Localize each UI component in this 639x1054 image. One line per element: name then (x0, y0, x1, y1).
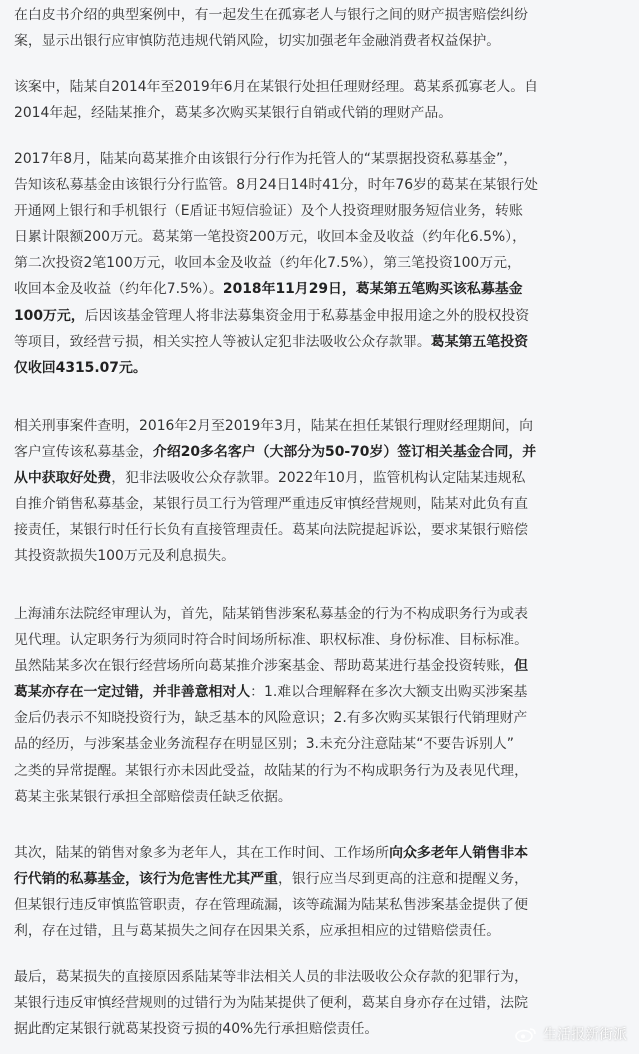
bold-text: 从中获取好处费 (14, 470, 112, 487)
text: 该案中，陆某自2014年至2019年6月在某银行处担任理财经理。葛某系孤寡老人。自 (14, 79, 539, 95)
article-paragraph (14, 601, 626, 810)
paragraph-line (14, 74, 626, 100)
text: 据此酌定某银行就葛某投资亏损的40%先行承担赔偿责任。 (14, 1021, 379, 1038)
text: 在白皮书介绍的典型案例中，有一起发生在孤寡老人与银行之间的财产损害赔偿纠纷 (14, 7, 528, 23)
text: 利，存在过错，且与葛某损失之间存在因果关系，应承担相应的过错赔偿责任。 (14, 923, 501, 940)
text: 虽然陆某多次在银行经营场所向葛某推介涉案基金、帮助葛某进行基金投资转账， (14, 658, 515, 675)
paragraph-line (14, 918, 626, 944)
paragraph-line (14, 491, 626, 517)
paragraph-line (14, 276, 626, 302)
text: ，犯非法吸收公众存款罪。2022年10月，监管机构认定陆某违规私 (111, 470, 526, 487)
paragraph-line (14, 840, 626, 866)
paragraph-line (14, 517, 626, 543)
text: 客户宣传该私募基金， (14, 444, 153, 461)
text: 收回本金及收益（约年化7.5%）。 (14, 281, 223, 298)
bold-text: 仅收回4315.07元。 (14, 359, 147, 376)
text: ，银行应当尽到更高的注意和提醒义务， (277, 871, 528, 888)
paragraph-line (14, 224, 626, 250)
paragraph-line (14, 543, 626, 569)
paragraph-line (14, 28, 626, 54)
paragraph-line (14, 784, 626, 810)
bold-text: 介绍20多名客户（大部分为50-70岁）签订相关基金合同，并 (152, 444, 537, 461)
text: 之类的异常提醒。某银行亦未因此受益，故陆某的行为不构成职务行为及表见代理， (14, 762, 528, 779)
paragraph-line (14, 439, 626, 465)
text: 其次，陆某的销售对象多为老年人，其在工作时间、工作场所 (14, 845, 390, 861)
paragraph-line (14, 990, 626, 1016)
watermark-text: 生活报新街派 (543, 1027, 627, 1043)
text: 但某银行违反审慎监管职责，存在管理疏漏，该等疏漏为陆某私售涉案基金提供了便 (14, 897, 528, 914)
text: 2017年8月，陆某向葛某推介由该银行分行作为托管人的“某票据投资私募基金”， (14, 151, 518, 167)
bold-text: 葛某第五笔投资 (430, 333, 528, 350)
paragraph-line (14, 146, 626, 172)
weibo-icon (515, 1026, 537, 1042)
article-paragraph (14, 2, 626, 54)
paragraph-line (14, 329, 626, 355)
paragraph-line (14, 413, 626, 439)
text: 葛某主张某银行承担全部赔偿责任缺乏依据。 (14, 788, 292, 805)
bold-text: 行代销的私募基金，该行为危害性尤其严重 (14, 871, 278, 888)
paragraph-line (14, 964, 626, 990)
text: 上海浦东法院经审理认为，首先，陆某销售涉案私募基金的行为不构成职务行为或表 (14, 606, 528, 622)
text: 最后，葛某损失的直接原因系陆某等非法相关人员的非法吸收公众存款的犯罪行为， (14, 969, 528, 985)
article-paragraph (14, 840, 626, 944)
paragraph-line (14, 465, 626, 491)
paragraph-line (14, 653, 626, 679)
text: 日累计限额200万元。葛某第一笔投资200万元，收回本金及收益（约年化6.5%）， (14, 229, 526, 246)
paragraph-line (14, 627, 626, 653)
text: 品的经历，与涉案基金业务流程存在明显区别；3.未充分注意陆某“不要告诉别人” (14, 736, 514, 753)
paragraph-line (14, 355, 626, 381)
paragraph-line (14, 892, 626, 918)
text: 金后仍表示不知晓投资行为，缺乏基本的风险意识；2.有多次购买某银行代销理财产 (14, 710, 528, 727)
paragraph-line (14, 172, 626, 198)
text: 开通网上银行和手机银行（E盾证书短信验证）及个人投资理财服务短信业务，转账 (14, 203, 523, 220)
text: 见代理。认定职务行为须同时符合时间场所标准、职权标准、身份标准、目标标准。 (14, 632, 528, 649)
watermark (515, 1024, 627, 1044)
article-paragraph (14, 413, 626, 570)
paragraph-line (14, 679, 626, 705)
paragraph-line (14, 2, 626, 28)
text: 告知该私募基金由该银行分行监管。8月24日14时41分，时年76岁的葛某在某银行处 (14, 177, 539, 194)
text: 等项目，致经营亏损，相关实控人等被认定犯非法吸收公众存款罪。 (14, 333, 431, 350)
bold-text: 100万元， (14, 307, 85, 324)
paragraph-line (14, 731, 626, 757)
text: 接责任，某银行时任行长负有直接管理责任。葛某向法院提起诉讼，要求某银行赔偿 (14, 522, 528, 539)
text: 第二次投资2笔100万元，收回本金及收益（约年化7.5%），第三笔投资100万元， (14, 255, 521, 272)
article-paragraph (14, 146, 626, 381)
paragraph-line (14, 705, 626, 731)
text: 其投资款损失100万元及利息损失。 (14, 548, 235, 565)
bold-text: 2018年11月29日，葛某第五笔购买该私募基金 (222, 281, 523, 298)
text: 自推介销售私募基金，某银行员工行为管理严重违反审慎经营规则，陆某对此负有直 (14, 496, 528, 513)
paragraph-line (14, 866, 626, 892)
bold-text: 向众多老年人销售非本 (389, 845, 528, 861)
paragraph-line (14, 198, 626, 224)
text: 某银行违反审慎经营规则的过错行为为陆某提供了便利，葛某自身亦存在过错，法院 (14, 995, 528, 1012)
text: 相关刑事案件查明，2016年2月至2019年3月，陆某在担任某银行理财经理期间，向 (14, 418, 533, 434)
text: ：1.难以合理解释在多次大额支出购买涉案基 (250, 684, 528, 701)
text: 后因该基金管理人将非法募集资金用于私募基金申报用途之外的股权投资 (84, 307, 530, 324)
bold-text: 葛某亦存在一定过错，并非善意相对人 (14, 684, 251, 701)
bold-text: 但 (514, 658, 528, 675)
paragraph-line (14, 100, 626, 126)
paragraph-line (14, 250, 626, 276)
text: 2014年起，经陆某推介，葛某多次购买某银行自销或代销的理财产品。 (14, 105, 453, 122)
paragraph-line (14, 601, 626, 627)
paragraph-line (14, 758, 626, 784)
article-paragraph (14, 74, 626, 126)
paragraph-line (14, 303, 626, 329)
text: 案，显示出银行应审慎防范违规代销风险，切实加强老年金融消费者权益保护。 (14, 33, 501, 50)
